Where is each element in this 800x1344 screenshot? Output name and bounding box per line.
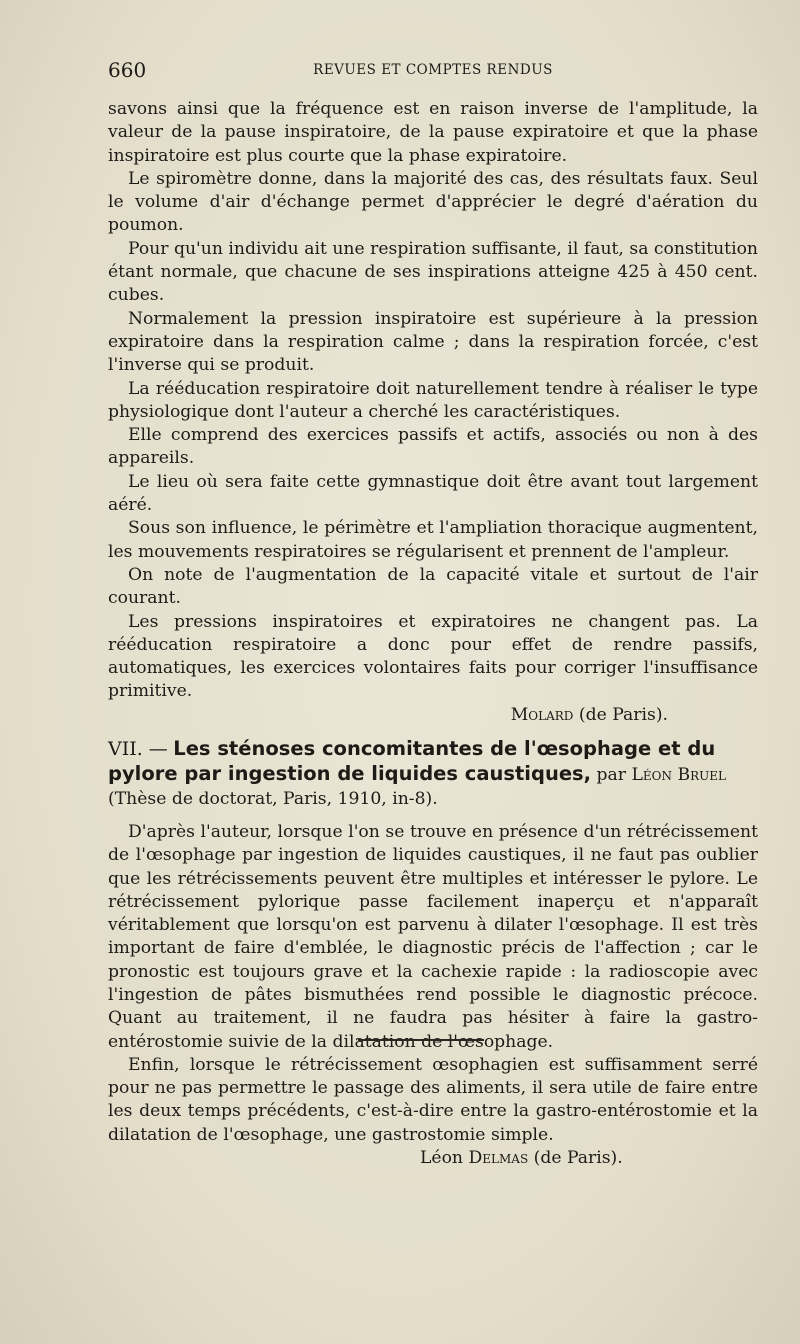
section-heading	[108, 737, 758, 811]
signature-name: Molard	[510, 704, 574, 725]
signature2-name: Delmas	[468, 1148, 529, 1169]
paragraph-3: Pour qu'un individu ait une respiration suffisante, il faut, sa constitution étant normale, que chacune de ses inspirations atteigne 425 à 450 cent. cubes.	[108, 238, 758, 306]
paragraph-2: Le spiromètre donne, dans la majorité des cas, des résultats faux. Seul le volume d'air d'échange permet d'apprécier le degré d'aération du poumon.	[108, 168, 758, 236]
paragraph-9: On note de l'augmentation de la capacité vitale et surtout de l'air courant.	[108, 564, 758, 609]
signature2-first: Léon	[420, 1148, 464, 1169]
section-citation: (Thèse de doctorat, Paris, 1910, in-8).	[108, 788, 438, 809]
article-body	[108, 98, 758, 1170]
section-by: par	[596, 765, 627, 786]
signature-molard	[108, 704, 758, 727]
paragraph-5: La rééducation respiratoire doit naturellement tendre à réaliser le type physiologique dont l'auteur a cherché les caractéristiques.	[108, 378, 758, 422]
signature-delmas	[108, 1147, 758, 1170]
paragraph-1: savons ainsi que la fréquence est en raison inverse de l'amplitude, la valeur de la pause inspiratoire, de la pause expiratoire et que la phase inspiratoire est plus courte que la phase expiratoire.	[108, 99, 758, 166]
page-header	[108, 58, 758, 88]
section-title: Les sténoses concomitantes de l'œsophage et du pylore par ingestion de liquides caustiques,	[108, 737, 716, 786]
paragraph-10: Les pressions inspiratoires et expiratoires ne changent pas. La rééducation respiratoire a donc pour effet de rendre passifs, automatiques, les exercices volontaires faits pour corriger l'insuffisance primitive.	[108, 611, 758, 702]
page-number: 660	[108, 58, 147, 82]
paragraph-12: Enfin, lorsque le rétrécissement œsophagien est suffisamment serré pour ne pas permettre le passage des aliments, il sera utile de faire entre les deux temps précédents, c'est-à-dire entre la gastro-entérostomie et la dilatation de l'œsophage, une gastrostomie simple.	[108, 1054, 758, 1145]
section-number: VII. —	[108, 738, 168, 761]
signature-place: (de Paris).	[578, 704, 668, 725]
paragraph-7: Le lieu où sera faite cette gymnastique doit être avant tout largement aéré.	[108, 471, 758, 516]
paragraph-11: D'après l'auteur, lorsque l'on se trouve en présence d'un rétrécissement de l'œsophage par ingestion de liquides caustiques, il ne faut pas oublier que les rétrécissements peuvent être multiples et intéresser le pylore. Le rétrécissement pylorique passe facilement inaperçu et n'apparaît véritablement que lorsqu'on est parvenu à dilater l'œsophage. Il est très important de faire d'emblée, le diagnostic précis de l'affection ; car le pronostic est toujours grave et la cachexie rapide : la radioscopie avec l'ingestion de pâtes bismuthées rend possible le diagnostic précoce. Quant au traitement, il ne faudra pas hésiter à faire la gastro-entérostomie suivie de la dilatation de l'œsophage.	[108, 821, 758, 1052]
paragraph-4: Normalement la pression inspiratoire est supérieure à la pression expiratoire dans la respiration calme ; dans la respiration forcée, c'est l'inverse qui se produit.	[108, 308, 758, 376]
end-rule	[358, 1039, 484, 1041]
paragraph-8: Sous son influence, le périmètre et l'ampliation thoracique augmentent, les mouvements respiratoires se régularisent et prennent de l'ampleur.	[108, 518, 758, 562]
section-author: Léon Bruel	[631, 765, 726, 786]
paragraph-6: Elle comprend des exercices passifs et actifs, associés ou non à des appareils.	[108, 425, 758, 469]
signature2-place: (de Paris).	[533, 1148, 623, 1169]
running-head: REVUES ET COMPTES RENDUS	[313, 62, 553, 78]
